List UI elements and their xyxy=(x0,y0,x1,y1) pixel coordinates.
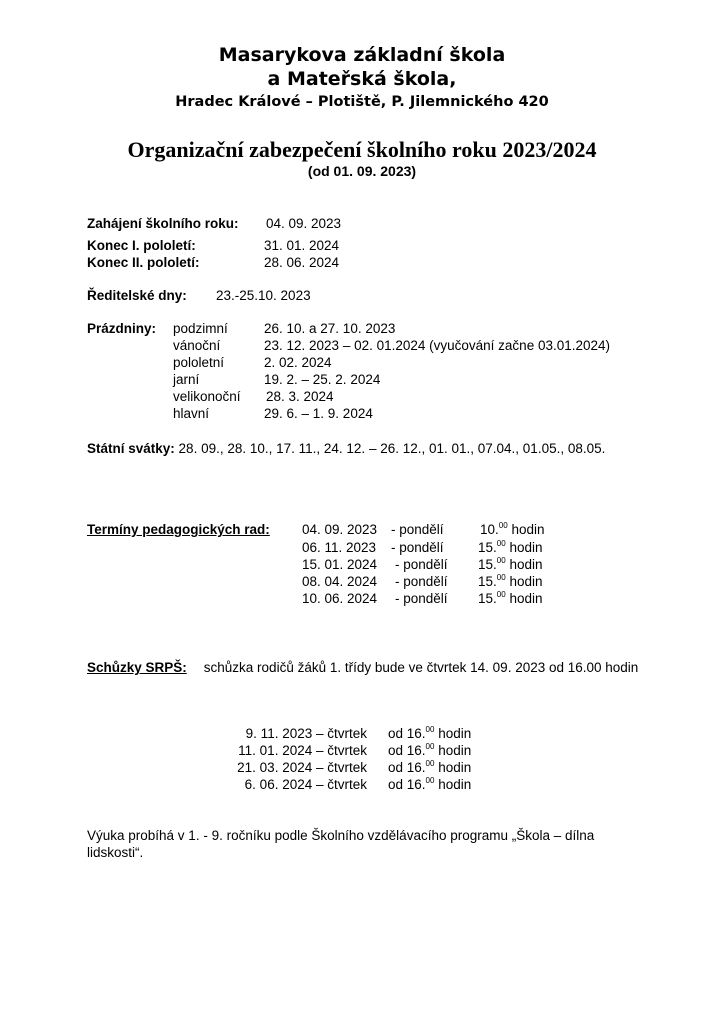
holiday-dates: 28. 3. 2024 xyxy=(266,389,334,404)
meeting-date: 10. 06. 2024 xyxy=(302,591,378,606)
holiday-dates: 26. 10. a 27. 10. 2023 xyxy=(264,321,396,336)
meeting-day: - pondělí xyxy=(395,574,448,589)
second-term-end-label: Konec II. pololetí: xyxy=(87,255,200,270)
director-days-value: 23.-25.10. 2023 xyxy=(216,288,311,303)
meeting-time: 15.00 hodin xyxy=(478,573,543,589)
meeting-time: 15.00 hodin xyxy=(478,590,543,606)
curriculum-note: Výuka probíhá v 1. - 9. ročníku podle Školního vzdělávacího programu „Škola – dílna lidskosti“. xyxy=(87,828,595,860)
srps-date: 21. 03. 2024 – čtvrtek xyxy=(237,760,367,775)
school-year-start-value: 04. 09. 2023 xyxy=(266,216,342,231)
srps-date: 6. 06. 2024 – čtvrtek xyxy=(244,777,367,792)
srps-time: od 16.00 hodin xyxy=(388,776,472,792)
meeting-date: 08. 04. 2024 xyxy=(302,574,378,589)
holiday-name: hlavní xyxy=(173,406,210,421)
second-term-end-value: 28. 06. 2024 xyxy=(264,255,340,270)
document-subtitle: (od 01. 09. 2023) xyxy=(307,163,417,179)
state-holidays-label: Státní svátky: xyxy=(87,441,175,456)
holiday-dates: 23. 12. 2023 – 02. 01.2024 (vyučování začne 03.01.2024) xyxy=(264,338,611,353)
srps-first-grade-text: schůzka rodičů žáků 1. třídy bude ve čtvrtek 14. 09. 2023 od 16.00 hodin xyxy=(203,660,639,675)
school-address: Hradec Králové – Plotiště, P. Jilemnického 420 xyxy=(175,94,549,110)
srps-meeting xyxy=(87,659,647,676)
srps-time: od 16.00 hodin xyxy=(388,759,472,775)
srps-date: 11. 01. 2024 – čtvrtek xyxy=(238,743,367,758)
holiday-name: velikonoční xyxy=(173,389,241,404)
holidays-label: Prázdniny: xyxy=(87,321,157,336)
holiday-name: podzimní xyxy=(173,321,228,336)
srps-time: od 16.00 hodin xyxy=(388,725,472,741)
meeting-time: 10.00 hodin xyxy=(480,521,545,537)
school-year-start-label: Zahájení školního roku: xyxy=(87,216,239,231)
meeting-time: 15.00 hodin xyxy=(478,539,543,555)
srps-date: 9. 11. 2023 – čtvrtek xyxy=(245,726,367,741)
state-holidays-text: 28. 09., 28. 10., 17. 11., 24. 12. – 26. 12., 01. 01., 07.04., 01.05., 08.05. xyxy=(174,441,606,456)
holiday-name: vánoční xyxy=(173,338,221,353)
document-title: Organizační zabezpečení školního roku 2023/2024 xyxy=(127,137,597,162)
first-term-end-label: Konec I. pololetí: xyxy=(87,238,196,253)
first-term-end-value: 31. 01. 2024 xyxy=(264,238,340,253)
meeting-time: 15.00 hodin xyxy=(478,556,543,572)
state-holidays xyxy=(87,440,647,457)
meeting-day: - pondělí xyxy=(391,540,444,555)
holiday-dates: 29. 6. – 1. 9. 2024 xyxy=(264,406,373,421)
pedagogical-meetings-label: Termíny pedagogických rad: xyxy=(87,522,270,537)
holiday-dates: 19. 2. – 25. 2. 2024 xyxy=(264,372,381,387)
meeting-day: - pondělí xyxy=(395,591,448,606)
director-days-label: Ředitelské dny: xyxy=(87,288,187,303)
school-name-line-1: Masarykova základní škola xyxy=(218,44,506,66)
school-name-line-2: a Mateřská škola, xyxy=(267,68,457,90)
holiday-dates: 2. 02. 2024 xyxy=(264,355,332,370)
meeting-day: - pondělí xyxy=(391,522,444,537)
srps-time: od 16.00 hodin xyxy=(388,742,472,758)
meeting-day: - pondělí xyxy=(395,557,448,572)
srps-label: Schůzky SRPŠ: xyxy=(87,660,187,675)
holiday-name: pololetní xyxy=(173,355,225,370)
holiday-name: jarní xyxy=(173,372,200,387)
meeting-date: 06. 11. 2023 xyxy=(302,540,377,555)
meeting-date: 15. 01. 2024 xyxy=(302,557,378,572)
meeting-date: 04. 09. 2023 xyxy=(302,522,378,537)
